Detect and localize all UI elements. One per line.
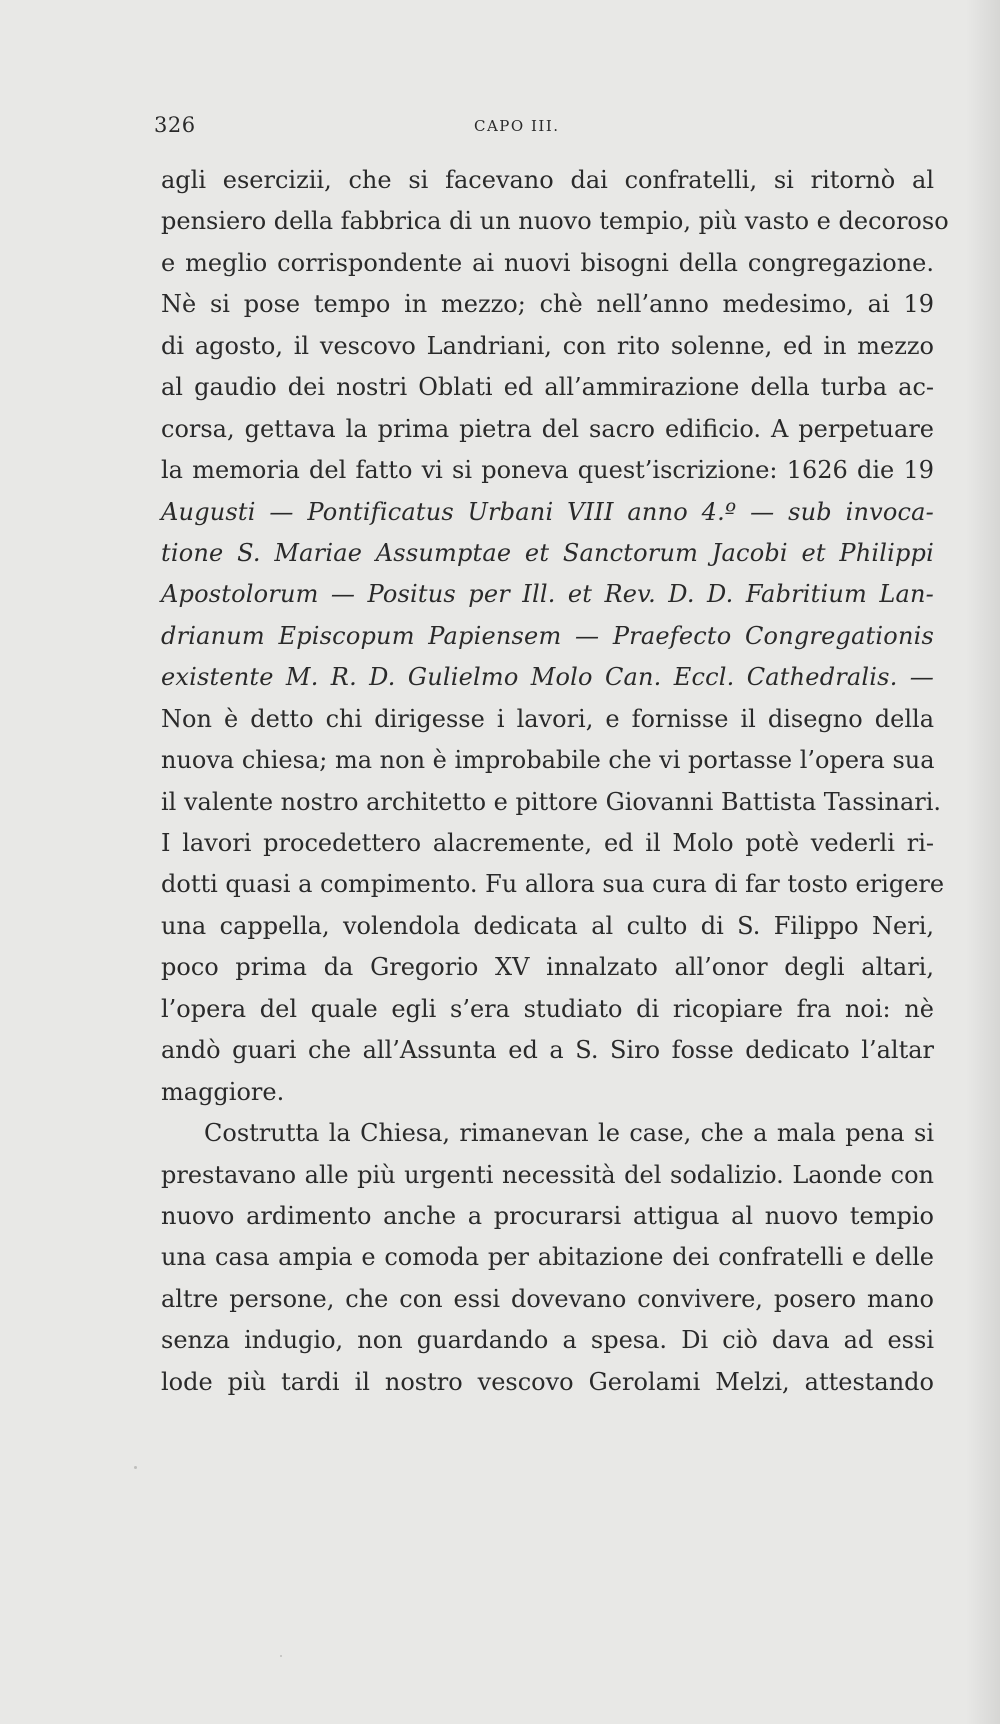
text-line: I lavori procedettero alacremente, ed il Molo potè vederli ri-: [161, 829, 934, 857]
text-line: maggiore.: [161, 1077, 285, 1106]
text-line: drianum Episcopum Papiensem — Praefecto Congregationis: [161, 621, 934, 650]
text-line: l’opera del quale egli s’era studiato di ricopiare fra noi: nè: [161, 994, 934, 1023]
text-line: poco prima da Gregorio XV innalzato all’onor degli altari,: [161, 953, 934, 982]
paper-speck: [280, 1655, 282, 1657]
text-line: una casa ampia e comoda per abitazione dei confratelli e delle: [161, 1243, 934, 1272]
text-line: il valente nostro architetto e pittore Giovanni Battista Tassinari.: [161, 787, 942, 816]
body-text: [161, 160, 949, 1403]
text-line: dotti quasi a compimento. Fu allora sua cura di far tosto erigere: [161, 870, 945, 899]
text-line: tione S. Mariae Assumptae et Sanctorum Jacobi et Philippi: [161, 538, 934, 567]
text-line: corsa, gettava la prima pietra del sacro edificio. A perpetuare: [161, 414, 934, 443]
text-line: Costrutta la Chiesa, rimanevan le case, che a mala pena si: [204, 1119, 934, 1148]
text-line: lode più tardi il nostro vescovo Gerolami Melzi, attestando: [161, 1367, 934, 1396]
text-line: Non è detto chi dirigesse i lavori, e fornisse il disegno della: [161, 704, 934, 733]
running-head: CAPO III.: [474, 117, 560, 135]
text-line: senza indugio, non guardando a spesa. Di ciò dava ad essi: [161, 1326, 934, 1355]
text-line: prestavano alle più urgenti necessità del sodalizio. Laonde con: [161, 1160, 934, 1189]
text-line: Apostolorum — Positus per Ill. et Rev. D. D. Fabritium Lan-: [161, 580, 934, 609]
text-line: pensiero della fabbrica di un nuovo tempio, più vasto e decoroso: [161, 207, 949, 236]
text-line: nuova chiesa; ma non è improbabile che vi portasse l’opera sua: [161, 746, 935, 775]
paper-speck: [134, 1466, 137, 1469]
text-line: di agosto, il vescovo Landriani, con rito solenne, ed in mezzo: [161, 331, 934, 360]
text-line: Augusti — Pontificatus Urbani VIII anno 4.º — sub invoca-: [161, 497, 934, 526]
text-line: andò guari che all’Assunta ed a S. Siro fosse dedicato l’altar: [161, 1036, 934, 1065]
text-line: existente M. R. D. Gulielmo Molo Can. Eccl. Cathedralis. —: [161, 663, 934, 692]
text-line: altre persone, che con essi dovevano convivere, posero mano: [161, 1284, 934, 1313]
text-line: Nè si pose tempo in mezzo; chè nell’anno medesimo, ai 19: [161, 290, 934, 319]
text-line: e meglio corrispondente ai nuovi bisogni della congregazione.: [161, 248, 934, 277]
text-line: una cappella, volendola dedicata al culto di S. Filippo Neri,: [161, 911, 934, 940]
text-line: al gaudio dei nostri Oblati ed all’ammirazione della turba ac-: [161, 373, 934, 402]
text-line: nuovo ardimento anche a procurarsi attigua al nuovo tempio: [161, 1201, 934, 1230]
text-line: agli esercizii, che si facevano dai confratelli, si ritornò al: [161, 166, 934, 194]
text-line: la memoria del fatto vi si poneva quest’iscrizione: 1626 die 19: [161, 456, 934, 485]
page-header: [154, 113, 934, 145]
page-edge-shadow: [966, 0, 1000, 1724]
page-number: 326: [154, 113, 196, 137]
